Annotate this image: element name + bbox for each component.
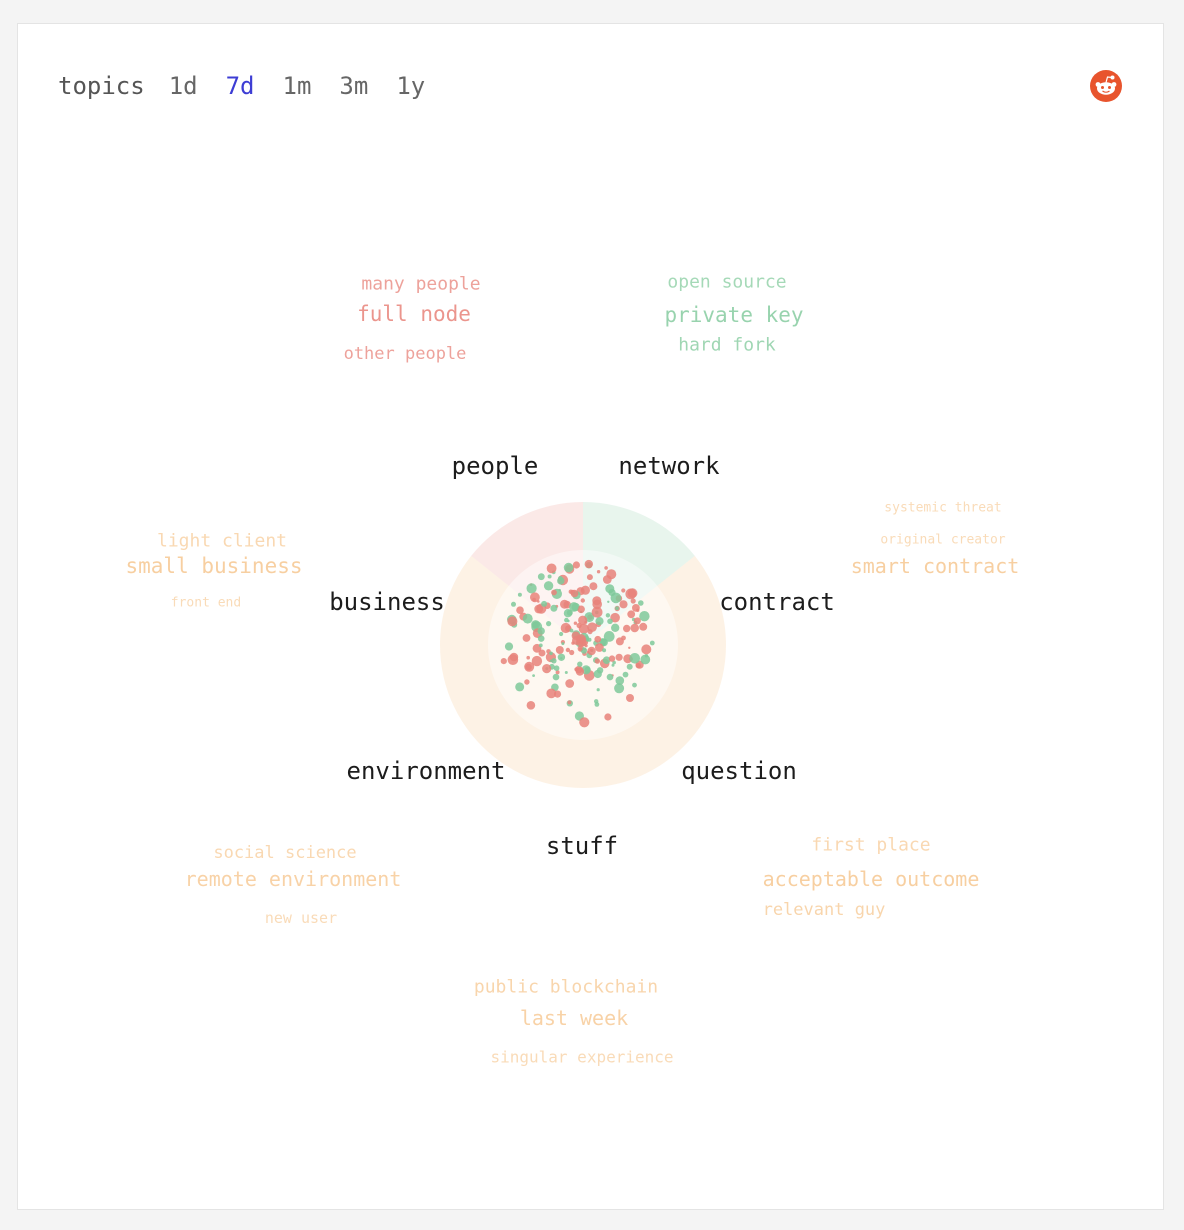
term-network-1[interactable]: open source bbox=[667, 271, 787, 293]
post-dot[interactable] bbox=[526, 656, 530, 660]
post-dot[interactable] bbox=[609, 655, 615, 661]
post-dot[interactable] bbox=[569, 650, 574, 655]
post-dot[interactable] bbox=[547, 564, 557, 574]
post-dot[interactable] bbox=[507, 616, 517, 626]
post-dot[interactable] bbox=[604, 713, 611, 720]
post-dot[interactable] bbox=[569, 602, 579, 612]
post-dot[interactable] bbox=[632, 604, 640, 612]
post-dot[interactable] bbox=[549, 652, 553, 656]
term-stuff-3[interactable]: singular experience bbox=[490, 1047, 674, 1067]
term-question-2[interactable]: acceptable outcome bbox=[762, 867, 980, 891]
post-dot[interactable] bbox=[590, 649, 593, 652]
term-stuff-2[interactable]: last week bbox=[519, 1006, 629, 1030]
post-dot[interactable] bbox=[589, 582, 597, 590]
post-dot[interactable] bbox=[573, 561, 580, 568]
post-dot[interactable] bbox=[619, 600, 627, 608]
post-dot[interactable] bbox=[516, 606, 524, 614]
post-dot[interactable] bbox=[532, 598, 536, 602]
post-dot[interactable] bbox=[632, 683, 637, 688]
post-dot[interactable] bbox=[567, 700, 571, 704]
post-dot[interactable] bbox=[553, 674, 560, 681]
post-dot[interactable] bbox=[581, 598, 585, 602]
post-dot[interactable] bbox=[607, 674, 614, 681]
term-business-2[interactable]: small business bbox=[125, 554, 303, 578]
post-dot[interactable] bbox=[605, 584, 614, 593]
term-environment-3[interactable]: new user bbox=[264, 909, 338, 927]
post-dot[interactable] bbox=[585, 667, 591, 673]
post-dot[interactable] bbox=[534, 605, 543, 614]
post-dot[interactable] bbox=[538, 627, 545, 634]
post-dot[interactable] bbox=[546, 621, 551, 626]
post-dot[interactable] bbox=[576, 637, 586, 647]
post-dot[interactable] bbox=[542, 664, 551, 673]
post-dot[interactable] bbox=[650, 641, 655, 646]
post-dot[interactable] bbox=[611, 624, 619, 632]
post-dot[interactable] bbox=[615, 606, 619, 610]
category-label-people[interactable]: people bbox=[451, 452, 539, 480]
post-dot[interactable] bbox=[604, 566, 608, 570]
post-dot[interactable] bbox=[527, 583, 537, 593]
post-dot[interactable] bbox=[592, 596, 601, 605]
post-dot[interactable] bbox=[616, 654, 623, 661]
post-dot[interactable] bbox=[597, 688, 600, 691]
category-label-question[interactable]: question bbox=[681, 757, 797, 785]
post-dot[interactable] bbox=[554, 665, 560, 671]
period-1d[interactable]: 1d bbox=[168, 72, 198, 100]
post-dot[interactable] bbox=[595, 617, 603, 625]
post-dot[interactable] bbox=[579, 717, 589, 727]
category-label-environment[interactable]: environment bbox=[346, 757, 506, 785]
post-dot[interactable] bbox=[594, 699, 598, 703]
category-label-business[interactable]: business bbox=[329, 588, 445, 616]
post-dot[interactable] bbox=[634, 617, 641, 624]
post-dot[interactable] bbox=[524, 662, 534, 672]
post-dot[interactable] bbox=[611, 593, 622, 604]
post-dot[interactable] bbox=[626, 694, 634, 702]
post-dot[interactable] bbox=[577, 662, 582, 667]
post-dot[interactable] bbox=[524, 679, 529, 684]
period-7d[interactable]: 7d bbox=[225, 72, 255, 100]
post-dot[interactable] bbox=[625, 589, 636, 600]
post-dot[interactable] bbox=[616, 676, 625, 685]
post-dot[interactable] bbox=[559, 632, 563, 636]
post-dot[interactable] bbox=[544, 581, 553, 590]
post-dot[interactable] bbox=[641, 644, 651, 654]
post-dot[interactable] bbox=[556, 646, 564, 654]
post-dot[interactable] bbox=[571, 590, 579, 598]
post-dot[interactable] bbox=[587, 574, 593, 580]
post-dot[interactable] bbox=[527, 701, 536, 710]
post-dot[interactable] bbox=[574, 622, 577, 625]
term-people-1[interactable]: many people bbox=[361, 273, 481, 295]
post-dot[interactable] bbox=[546, 689, 556, 699]
term-contract-3[interactable]: smart contract bbox=[850, 554, 1020, 578]
post-dot[interactable] bbox=[564, 563, 574, 573]
post-dot[interactable] bbox=[505, 642, 513, 650]
post-dot[interactable] bbox=[570, 629, 574, 633]
post-dot[interactable] bbox=[603, 575, 612, 584]
post-dot[interactable] bbox=[541, 601, 547, 607]
category-label-contract[interactable]: contract bbox=[719, 588, 835, 616]
post-dot[interactable] bbox=[640, 655, 650, 665]
category-label-network[interactable]: network bbox=[618, 452, 720, 480]
period-1y[interactable]: 1y bbox=[396, 72, 426, 100]
post-dot[interactable] bbox=[551, 590, 557, 596]
topics-title: topics bbox=[58, 72, 145, 100]
term-people-3[interactable]: other people bbox=[343, 344, 467, 364]
post-dot[interactable] bbox=[511, 602, 516, 607]
post-dot[interactable] bbox=[607, 601, 609, 603]
term-network-3[interactable]: hard fork bbox=[678, 334, 776, 356]
post-dot[interactable] bbox=[515, 682, 524, 691]
post-dot[interactable] bbox=[594, 670, 602, 678]
post-dot[interactable] bbox=[567, 620, 569, 622]
post-dot[interactable] bbox=[606, 613, 610, 617]
post-dot[interactable] bbox=[612, 664, 615, 667]
post-dot[interactable] bbox=[523, 614, 533, 624]
post-dot[interactable] bbox=[537, 600, 540, 603]
category-label-stuff[interactable]: stuff bbox=[545, 832, 619, 860]
post-dot[interactable] bbox=[558, 576, 563, 581]
post-dot[interactable] bbox=[561, 642, 564, 645]
term-business-1[interactable]: light client bbox=[156, 530, 288, 552]
post-dot[interactable] bbox=[576, 667, 584, 675]
post-dot[interactable] bbox=[636, 663, 641, 668]
period-3m[interactable]: 3m bbox=[339, 72, 369, 100]
post-dot[interactable] bbox=[578, 616, 587, 625]
post-dot[interactable] bbox=[585, 560, 593, 568]
post-dot[interactable] bbox=[627, 664, 633, 670]
post-dot[interactable] bbox=[630, 653, 641, 664]
post-dot[interactable] bbox=[501, 658, 507, 664]
post-dot[interactable] bbox=[587, 622, 597, 632]
post-dot[interactable] bbox=[628, 647, 630, 649]
term-people-2[interactable]: full node bbox=[357, 302, 471, 326]
post-dot[interactable] bbox=[602, 643, 605, 646]
term-environment-1[interactable]: social science bbox=[213, 843, 357, 863]
post-dot[interactable] bbox=[518, 593, 522, 597]
post-dot[interactable] bbox=[532, 674, 535, 677]
post-dot[interactable] bbox=[630, 624, 639, 633]
post-dot[interactable] bbox=[539, 644, 543, 648]
period-1m[interactable]: 1m bbox=[282, 72, 312, 100]
term-question-1[interactable]: first place bbox=[811, 834, 931, 856]
post-dot[interactable] bbox=[604, 631, 615, 642]
post-dot[interactable] bbox=[597, 570, 600, 573]
post-dot[interactable] bbox=[581, 586, 590, 595]
post-dot[interactable] bbox=[565, 671, 568, 674]
post-dot[interactable] bbox=[607, 619, 613, 625]
post-dot[interactable] bbox=[631, 598, 636, 603]
post-dot[interactable] bbox=[621, 636, 626, 641]
post-dot[interactable] bbox=[579, 624, 589, 634]
post-dot[interactable] bbox=[538, 635, 545, 642]
post-dot[interactable] bbox=[548, 575, 552, 579]
post-dot[interactable] bbox=[639, 623, 647, 631]
post-dot[interactable] bbox=[627, 610, 635, 618]
term-business-3[interactable]: front end bbox=[170, 595, 242, 611]
post-dot[interactable] bbox=[579, 647, 583, 651]
term-contract-2[interactable]: original creator bbox=[880, 532, 1006, 548]
post-dot[interactable] bbox=[639, 611, 649, 621]
term-network-2[interactable]: private key bbox=[664, 303, 804, 327]
post-dot[interactable] bbox=[508, 654, 519, 665]
post-dot[interactable] bbox=[550, 605, 557, 612]
post-dot[interactable] bbox=[595, 658, 600, 663]
term-question-3[interactable]: relevant guy bbox=[762, 900, 886, 920]
post-dot[interactable] bbox=[592, 607, 603, 618]
post-dot[interactable] bbox=[594, 636, 601, 643]
post-dot[interactable] bbox=[565, 679, 574, 688]
post-dot[interactable] bbox=[560, 657, 562, 659]
post-dot[interactable] bbox=[523, 634, 531, 642]
post-dot[interactable] bbox=[550, 660, 552, 662]
term-contract-1[interactable]: systemic threat bbox=[884, 500, 1002, 516]
post-dot[interactable] bbox=[561, 623, 571, 633]
post-dot[interactable] bbox=[588, 638, 592, 642]
term-stuff-1[interactable]: public blockchain bbox=[473, 976, 659, 998]
post-dot[interactable] bbox=[538, 573, 545, 580]
post-dot[interactable] bbox=[623, 672, 629, 678]
term-environment-2[interactable]: remote environment bbox=[184, 867, 402, 891]
post-dot[interactable] bbox=[621, 588, 625, 592]
post-dot[interactable] bbox=[638, 600, 644, 606]
post-dot[interactable] bbox=[623, 625, 630, 632]
post-dot[interactable] bbox=[602, 648, 606, 652]
